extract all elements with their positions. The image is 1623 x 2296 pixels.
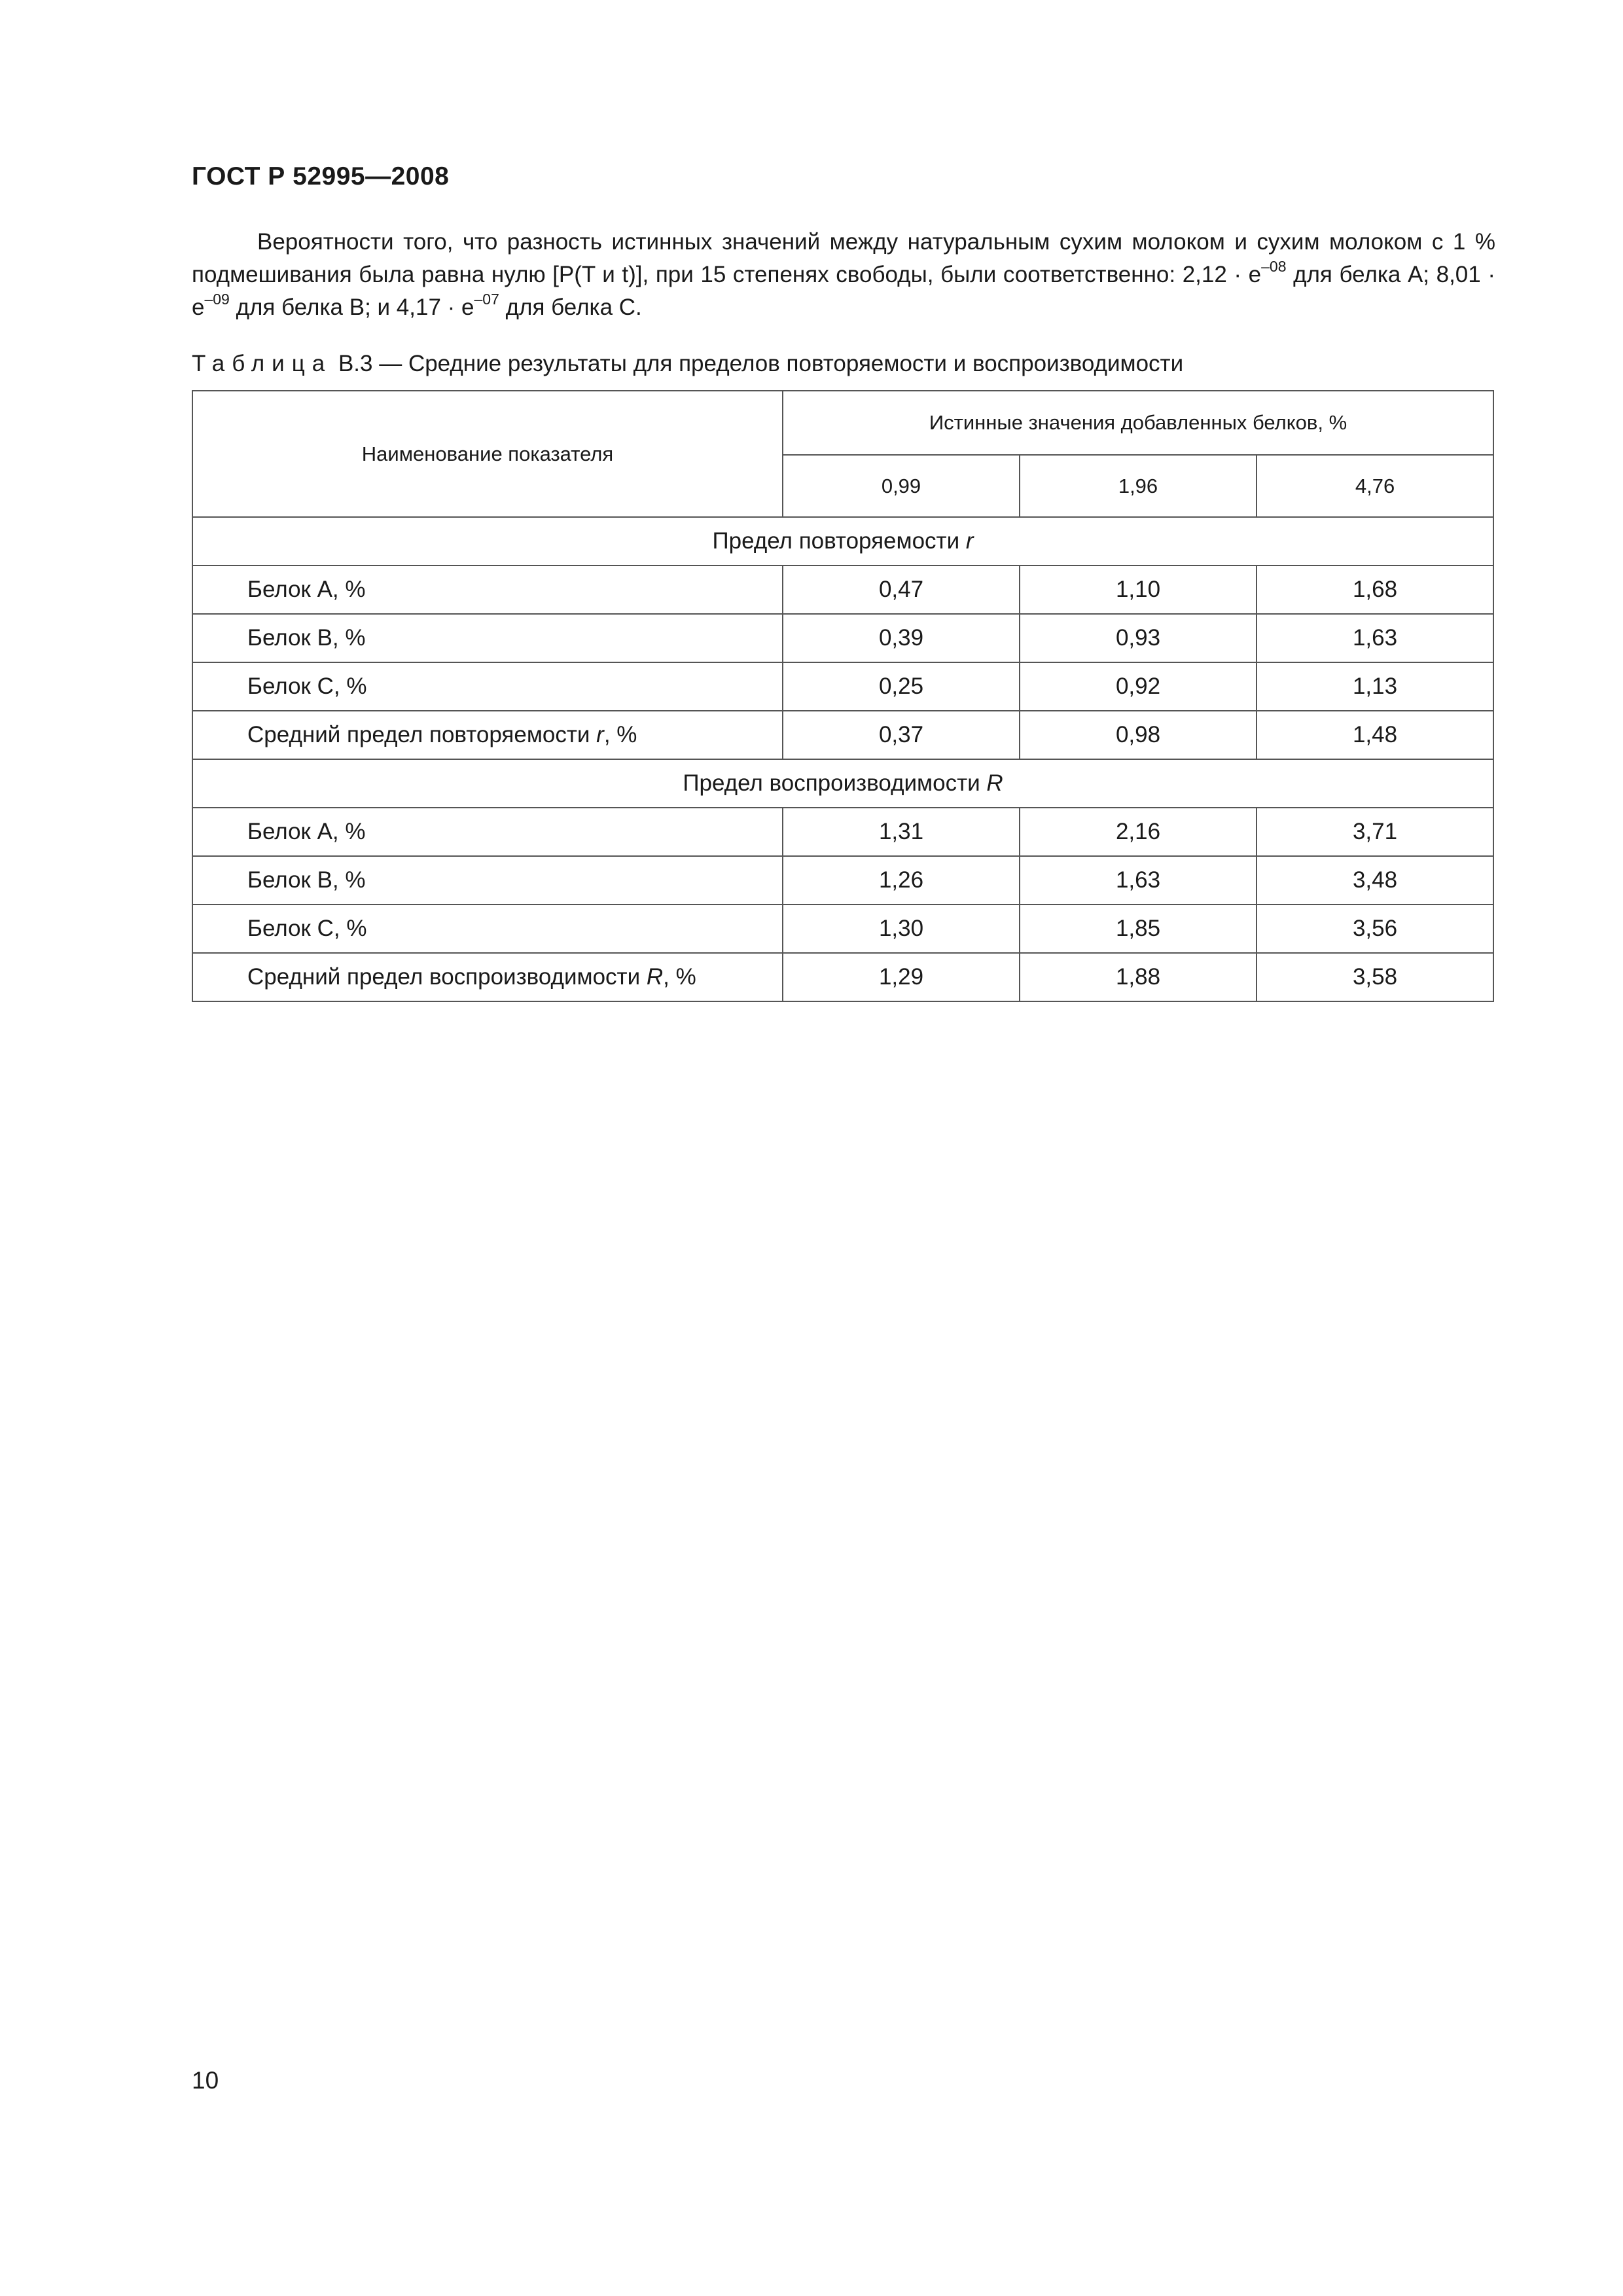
row-name: Белок А, % bbox=[192, 808, 783, 856]
row-name bbox=[192, 711, 783, 759]
row-value: 1,85 bbox=[1020, 905, 1257, 953]
row-value: 0,47 bbox=[783, 565, 1020, 614]
row-name-suffix: , % bbox=[663, 964, 696, 990]
table-row bbox=[192, 953, 1493, 1001]
section-row-repeatability bbox=[192, 517, 1493, 565]
intro-text-1: Вероятности того, что разность истинных значений между натуральным сухим молоком и сухим молоком с 1 % подмешивания была равна нулю [P(T и t)], при 15 степенях свободы, были соответственно: 2,12 · e bbox=[192, 229, 1495, 287]
row-value: 0,39 bbox=[783, 614, 1020, 662]
section-title-text: Предел воспроизводимости bbox=[683, 770, 987, 796]
table-caption-label: Таблица bbox=[192, 351, 332, 376]
row-value: 0,93 bbox=[1020, 614, 1257, 662]
row-value: 1,26 bbox=[783, 856, 1020, 905]
intro-text-2: для белка А; 8,01 · e bbox=[192, 262, 1495, 320]
page-number: 10 bbox=[192, 2067, 219, 2094]
header-value-col-2: 1,96 bbox=[1020, 455, 1257, 517]
intro-text-4: для белка С. bbox=[499, 295, 642, 320]
table-row bbox=[192, 565, 1493, 614]
row-name-suffix: , % bbox=[603, 722, 637, 747]
table-row bbox=[192, 856, 1493, 905]
row-name-symbol: r bbox=[596, 722, 604, 747]
section-title-symbol: r bbox=[965, 528, 974, 554]
table-row bbox=[192, 905, 1493, 953]
row-value: 0,98 bbox=[1020, 711, 1257, 759]
table-caption-text: В.3 — Средние результаты для пределов повторяемости и воспроизводимости bbox=[332, 351, 1184, 376]
row-value: 1,63 bbox=[1257, 614, 1493, 662]
row-name: Белок А, % bbox=[192, 565, 783, 614]
table-row bbox=[192, 614, 1493, 662]
row-value: 0,25 bbox=[783, 662, 1020, 711]
table-row bbox=[192, 711, 1493, 759]
intro-paragraph bbox=[192, 226, 1495, 324]
row-name: Белок С, % bbox=[192, 905, 783, 953]
header-value-col-3: 4,76 bbox=[1257, 455, 1493, 517]
section-title-text: Предел повторяемости bbox=[712, 528, 966, 554]
document-header: ГОСТ Р 52995—2008 bbox=[192, 162, 450, 190]
intro-exponent-3: –07 bbox=[474, 291, 499, 308]
row-name-text: Средний предел повторяемости bbox=[247, 722, 597, 747]
row-value: 1,48 bbox=[1257, 711, 1493, 759]
table-row bbox=[192, 808, 1493, 856]
row-value: 1,30 bbox=[783, 905, 1020, 953]
section-title-repeatability bbox=[192, 517, 1493, 565]
row-value: 3,48 bbox=[1257, 856, 1493, 905]
row-value: 1,29 bbox=[783, 953, 1020, 1001]
row-value: 3,58 bbox=[1257, 953, 1493, 1001]
section-title-reproducibility bbox=[192, 759, 1493, 808]
row-value: 1,10 bbox=[1020, 565, 1257, 614]
row-name bbox=[192, 953, 783, 1001]
row-value: 3,71 bbox=[1257, 808, 1493, 856]
row-value: 0,37 bbox=[783, 711, 1020, 759]
intro-text-3: для белка В; и 4,17 · e bbox=[229, 295, 474, 320]
table-caption bbox=[192, 350, 1183, 378]
table-row bbox=[192, 662, 1493, 711]
row-value: 1,68 bbox=[1257, 565, 1493, 614]
section-row-reproducibility bbox=[192, 759, 1493, 808]
header-true-values: Истинные значения добавленных белков, % bbox=[783, 391, 1493, 455]
row-name-symbol: R bbox=[646, 964, 664, 990]
row-value: 1,63 bbox=[1020, 856, 1257, 905]
intro-exponent-1: –08 bbox=[1261, 258, 1287, 276]
intro-exponent-2: –09 bbox=[204, 291, 230, 308]
row-value: 0,92 bbox=[1020, 662, 1257, 711]
row-value: 1,31 bbox=[783, 808, 1020, 856]
results-table bbox=[192, 390, 1494, 1002]
row-name-text: Средний предел воспроизводимости bbox=[247, 964, 647, 990]
header-indicator-name: Наименование показателя bbox=[192, 391, 783, 517]
row-value: 1,13 bbox=[1257, 662, 1493, 711]
row-name: Белок В, % bbox=[192, 856, 783, 905]
header-value-col-1: 0,99 bbox=[783, 455, 1020, 517]
row-name: Белок С, % bbox=[192, 662, 783, 711]
row-value: 3,56 bbox=[1257, 905, 1493, 953]
section-title-symbol: R bbox=[986, 770, 1003, 796]
row-value: 2,16 bbox=[1020, 808, 1257, 856]
row-name: Белок В, % bbox=[192, 614, 783, 662]
row-value: 1,88 bbox=[1020, 953, 1257, 1001]
